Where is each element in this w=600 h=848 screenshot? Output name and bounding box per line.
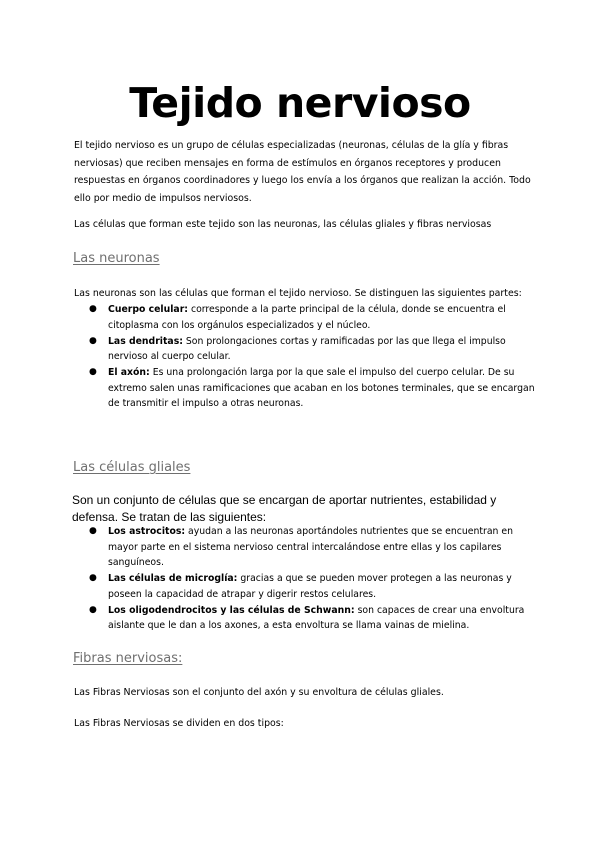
item-term: Los oligodendrocitos y las células de Schwann: — [108, 604, 355, 616]
list-item — [0, 365, 540, 412]
heading-fibras: Fibras nerviosas: — [73, 651, 183, 666]
item-text: son capaces de crear una envoltura aislante que le dan a los axones, a esta envoltura se llama vainas de mielina. — [108, 604, 525, 631]
gliales-list — [0, 524, 540, 634]
page-title: Tejido nervioso — [129, 79, 471, 127]
bullet-icon: ● — [89, 526, 97, 536]
item-term: Las dendritas: — [108, 335, 183, 347]
list-item — [0, 524, 540, 571]
item-term: Las células de microglía: — [108, 573, 238, 584]
item-term: El axón: — [108, 367, 150, 378]
intro-summary: Las células que forman este tejido son las neuronas, las células gliales y fibras nerviosas — [74, 219, 492, 230]
bullet-icon: ● — [89, 367, 97, 377]
item-term: Los astrocitos: — [108, 526, 186, 537]
fibras-paragraph-1: Las Fibras Nerviosas son el conjunto del axón y su envoltura de células gliales. — [74, 687, 444, 698]
neuronas-lead: Las neuronas son las células que forman el tejido nervioso. Se distinguen las siguientes partes: — [74, 288, 522, 299]
item-text: Es una prolongación larga por la que sale el impulso del cuerpo celular. De su extremo salen unas ramificaciones que acaban en los botones terminales, que se encargan de transmitir el impulso a otras neuronas. — [108, 367, 535, 409]
item-text: corresponde a la parte principal de la célula, donde se encuentra el citoplasma con los orgánulos especializados y el núcleo. — [108, 304, 506, 331]
item-term: Cuerpo celular: — [108, 304, 188, 315]
list-item — [0, 571, 540, 602]
bullet-icon: ● — [89, 573, 97, 583]
item-text: ayudan a las neuronas aportándoles nutrientes que se encuentran en mayor parte en el sistema nervioso central intercalándose entre ellas y los capilares sanguíneos. — [108, 526, 513, 568]
item-text: gracias a que se pueden mover protegen a las neuronas y poseen la capacidad de atrapar y digerir restos celulares. — [108, 573, 512, 600]
bullet-icon: ● — [89, 335, 97, 346]
neuronas-list — [0, 302, 540, 412]
list-item — [0, 603, 540, 634]
heading-gliales: Las células gliales — [73, 460, 191, 475]
intro-paragraph: El tejido nervioso es un grupo de células especializadas (neuronas, células de la glía y fibras nerviosas) que reciben mensajes en forma de estímulos en órganos receptores y producen respuestas en órganos coordinadores y luego los envía a los órganos que realizan la acción. Todo ello por medio de impulsos nerviosos. — [74, 140, 531, 204]
list-item — [0, 334, 540, 365]
heading-neuronas: Las neuronas — [73, 251, 160, 266]
bullet-icon: ● — [89, 604, 97, 615]
fibras-paragraph-2: Las Fibras Nerviosas se dividen en dos tipos: — [74, 718, 284, 729]
list-item — [0, 302, 540, 333]
gliales-lead: Son un conjunto de células que se encargan de aportar nutrientes, estabilidad y defensa. Se tratan de las siguientes: — [72, 493, 497, 524]
item-text: Son prolongaciones cortas y ramificadas por las que llega el impulso nervioso al cuerpo celular. — [108, 335, 506, 362]
bullet-icon: ● — [89, 304, 97, 314]
